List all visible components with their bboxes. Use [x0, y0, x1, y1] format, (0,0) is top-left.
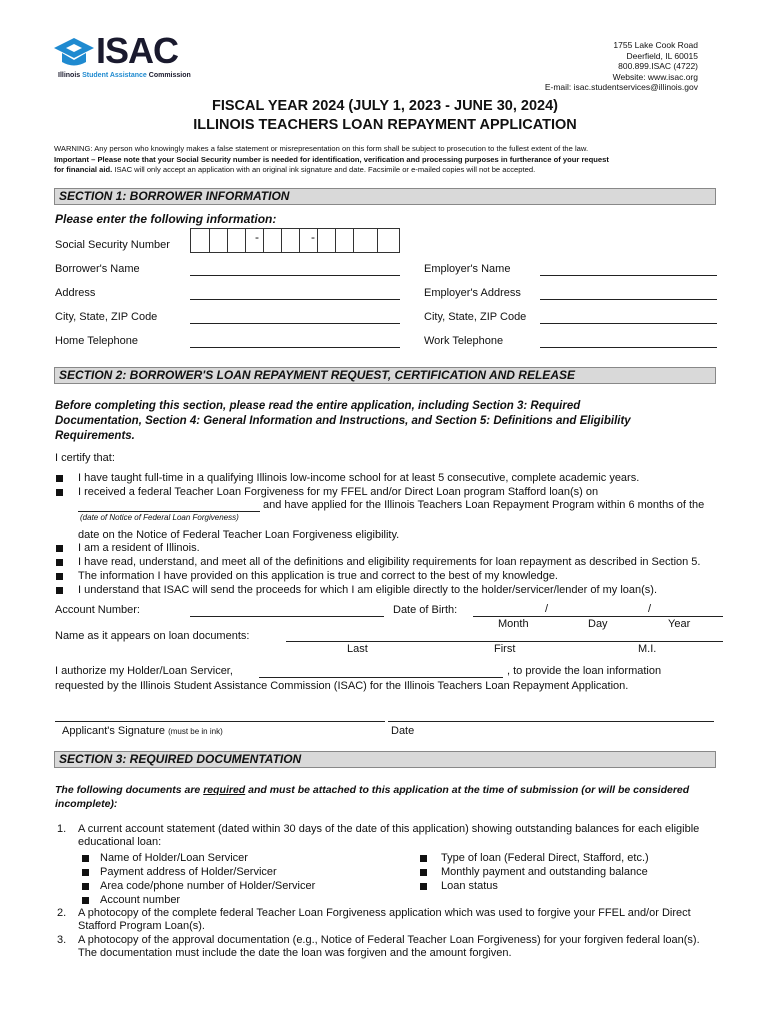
section2-intro-line2: Documentation, Section 4: General Information and Instructions, and Section 5: Definitions and Eligibility [55, 415, 631, 427]
cert-item-6: I understand that ISAC will send the proceeds for which I am eligible directly to the holder/servicer/lender of my loan(s). [78, 584, 657, 596]
dob-month-caption: Month [498, 618, 529, 630]
certify-label: I certify that: [55, 452, 115, 464]
section2-header [54, 367, 716, 384]
doc-item-3a: A photocopy of the approval documentation (e.g., Notice of Federal Teacher Loan Forgiveness) for your forgiven federal loan(s). [78, 934, 700, 946]
important-label: Important [54, 154, 90, 164]
ssn-dash-2: - [311, 230, 315, 244]
section3-intro-line1 [55, 783, 689, 797]
bullet-icon [56, 587, 63, 594]
warning-block [54, 144, 722, 176]
page-title [0, 97, 770, 135]
doc-sub-4: Account number [100, 894, 181, 906]
section1-intro: Please enter the following information: [55, 212, 277, 226]
address-field[interactable] [190, 299, 400, 300]
doc-sub-5: Type of loan (Federal Direct, Stafford, etc.) [441, 852, 649, 864]
doc-sub-2: Payment address of Holder/Servicer [100, 866, 277, 878]
cert-item-3: I am a resident of Illinois. [78, 542, 200, 554]
cert-item-2a: I received a federal Teacher Loan Forgiveness for my FFEL and/or Direct Loan program Stafford loan(s) on [78, 486, 599, 498]
cert-item-2c: date on the Notice of Federal Teacher Loan Forgiveness eligibility. [78, 529, 400, 541]
bullet-icon [82, 883, 89, 890]
work-phone-field[interactable] [540, 347, 717, 348]
signature-label [62, 725, 223, 737]
isac-logo [52, 30, 202, 82]
section2-intro-line1: Before completing this section, please read the entire application, including Section 3: Required [55, 400, 581, 412]
warning-line2 [54, 155, 722, 166]
employer-address-label: Employer's Address [424, 287, 521, 299]
section1-header [54, 188, 716, 205]
cert-item-4: I have read, understand, and meet all of the definitions and eligibility requirements for loan repayment as described in Section 5. [78, 556, 701, 568]
warning-line3 [54, 165, 722, 176]
ssn-dash-1: - [255, 230, 259, 244]
account-number-field[interactable] [190, 616, 384, 617]
doc-number-3: 3. [57, 934, 67, 946]
section3-intro [55, 783, 689, 811]
work-phone-label: Work Telephone [424, 335, 504, 347]
authorize-text-c: requested by the Illinois Student Assistance Commission (ISAC) for the Illinois Teachers Loan Repayment Application. [55, 680, 629, 692]
section3-title: SECTION 3: REQUIRED DOCUMENTATION [59, 752, 302, 766]
bullet-icon [56, 475, 63, 482]
dob-label: Date of Birth: [393, 604, 458, 616]
signature-label-text: Applicant's Signature [62, 725, 165, 737]
home-phone-field[interactable] [190, 347, 400, 348]
dob-field[interactable] [473, 616, 723, 617]
dob-year-caption: Year [668, 618, 691, 630]
bullet-icon [420, 869, 427, 876]
doc-item-1b: educational loan: [78, 836, 162, 848]
doc-sub-3: Area code/phone number of Holder/Servicer [100, 880, 316, 892]
address-city: Deerfield, IL 60015 [626, 50, 698, 61]
forgiveness-date-caption: (date of Notice of Federal Loan Forgiveness) [80, 513, 239, 522]
signature-field[interactable] [55, 721, 385, 722]
cert-item-5: The information I have provided on this application is true and correct to the best of my knowledge. [78, 570, 558, 582]
employer-name-field[interactable] [540, 275, 717, 276]
borrower-name-label: Borrower's Name [55, 263, 140, 275]
section2-intro-line3: Requirements. [55, 430, 135, 442]
graduation-cap-icon [52, 36, 96, 70]
logo-brand: ISAC [96, 30, 179, 71]
address-phone: 800.899.ISAC (4722) [618, 61, 698, 71]
address-label: Address [55, 287, 96, 299]
section3-intro-a: The following documents are [55, 784, 204, 796]
ssn-label: Social Security Number [55, 239, 170, 251]
date-field[interactable] [388, 721, 714, 722]
account-number-label: Account Number: [55, 604, 140, 616]
last-caption: Last [347, 643, 368, 655]
section2-intro [55, 399, 631, 444]
section3-intro-b: and must be attached to this application at the time of submission (or will be considered [245, 784, 690, 796]
ssn-input[interactable] [190, 228, 400, 253]
doc-item-1a: A current account statement (dated within 30 days of the date of this application) showing outstanding balances for each eligible [78, 823, 700, 835]
forgiveness-date-field[interactable] [78, 511, 260, 512]
dob-slash-1: / [545, 603, 549, 615]
dob-slash-2: / [648, 603, 652, 615]
section3-intro-required: required [203, 784, 246, 796]
doc-item-3b: The documentation must include the date the loan was forgiven and the amount forgiven. [78, 947, 512, 959]
address-street: 1755 Lake Cook Road [613, 40, 698, 50]
logo-subtitle [58, 72, 191, 79]
city-label: City, State, ZIP Code [55, 311, 158, 323]
bullet-icon [420, 883, 427, 890]
bullet-icon [82, 869, 89, 876]
section1-title: SECTION 1: BORROWER INFORMATION [59, 189, 290, 203]
doc-item-2b: Stafford Program Loan(s). [78, 920, 205, 932]
title-line2: ILLINOIS TEACHERS LOAN REPAYMENT APPLICATION [193, 117, 577, 133]
logo-subtitle-part1: Illinois [58, 72, 83, 79]
bullet-icon [56, 545, 63, 552]
authorize-text-b: , to provide the loan information [507, 665, 662, 677]
employer-name-label: Employer's Name [424, 263, 511, 275]
signature-note: (must be in ink) [168, 727, 223, 736]
mi-caption: M.I. [638, 643, 657, 655]
employer-address-field[interactable] [540, 299, 717, 300]
city-field[interactable] [190, 323, 400, 324]
doc-sub-1: Name of Holder/Loan Servicer [100, 852, 248, 864]
authorize-text-a: I authorize my Holder/Loan Servicer, [55, 665, 233, 677]
section3-header [54, 751, 716, 768]
home-phone-label: Home Telephone [55, 335, 138, 347]
loan-servicer-field[interactable] [259, 677, 503, 678]
warning-line3-bold: for financial aid. [54, 165, 113, 174]
bullet-icon [82, 897, 89, 904]
logo-subtitle-part2: Student Assistance [82, 72, 147, 79]
employer-city-field[interactable] [540, 323, 717, 324]
isac-address [545, 40, 698, 93]
bullet-icon [56, 489, 63, 496]
first-caption: First [494, 643, 516, 655]
bullet-icon [56, 559, 63, 566]
section3-intro-c: incomplete): [55, 798, 118, 810]
date-label: Date [391, 725, 415, 737]
employer-city-label: City, State, ZIP Code [424, 311, 527, 323]
warning-line3-rest: ISAC will only accept an application with an original ink signature and date. Facsimile or e-mailed copies will not be accepted. [112, 165, 536, 174]
doc-item-2a: A photocopy of the complete federal Teacher Loan Forgiveness application which was used to forgive your FFEL and/or Direct [78, 907, 691, 919]
bullet-icon [82, 855, 89, 862]
doc-number-2: 2. [57, 907, 67, 919]
dob-day-caption: Day [588, 618, 608, 630]
cert-item-2b: and have applied for the Illinois Teachers Loan Repayment Program within 6 months of the [263, 499, 705, 511]
address-website: Website: www.isac.org [612, 71, 698, 82]
name-on-docs-field[interactable] [286, 641, 723, 642]
borrower-name-field[interactable] [190, 275, 400, 276]
logo-subtitle-part3: Commission [146, 72, 191, 79]
address-email: E-mail: isac.studentservices@illinois.gov [544, 82, 698, 92]
doc-sub-6: Monthly payment and outstanding balance [441, 866, 648, 878]
doc-number-1: 1. [57, 823, 67, 835]
doc-sub-7: Loan status [441, 880, 498, 892]
important-text: – Please note that your Social Security number is needed for identification, verification and processing purposes in furtherance of your request [89, 154, 609, 164]
warning-line1: WARNING: Any person who knowingly makes a false statement or misrepresentation on this form shall be subject to prosecution to the fullest extent of the law. [54, 144, 589, 153]
bullet-icon [420, 855, 427, 862]
cert-item-1: I have taught full-time in a qualifying Illinois low-income school for at least 5 consecutive, complete academic years. [78, 472, 640, 484]
section2-title: SECTION 2: BORROWER'S LOAN REPAYMENT REQUEST, CERTIFICATION AND RELEASE [59, 368, 575, 382]
name-on-docs-label: Name as it appears on loan documents: [55, 630, 250, 642]
title-line1: FISCAL YEAR 2024 (JULY 1, 2023 - JUNE 30, 2024) [211, 98, 559, 114]
bullet-icon [56, 573, 63, 580]
